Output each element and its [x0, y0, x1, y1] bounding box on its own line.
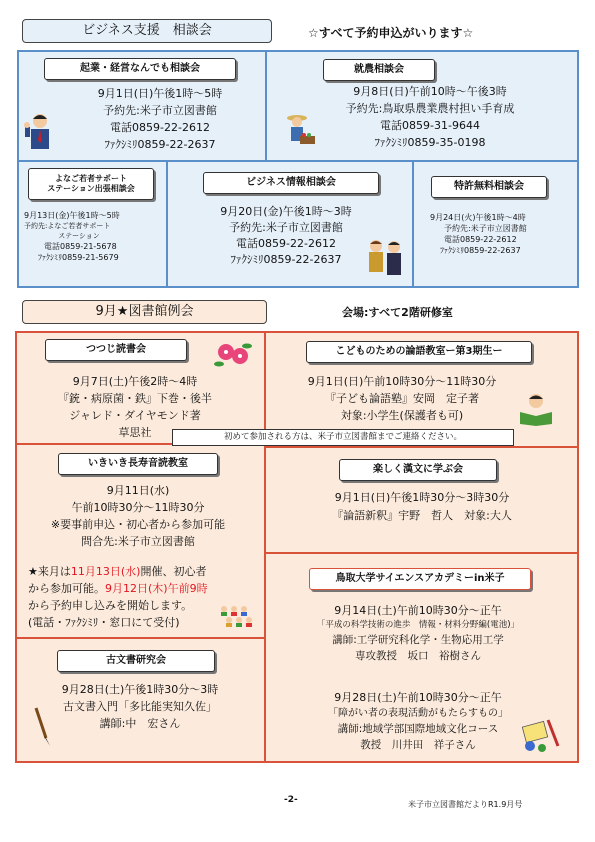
divider [412, 160, 414, 288]
youth-title: よなご若者サポート ステーション出張相談会 [28, 168, 154, 200]
kanbun-details: 9月1日(日)午後1時30分～3時30分 『論語新釈』宇野 哲人 対象:大人 [332, 491, 512, 522]
ikiiki-next-month: ★来月は11月13日(水)開催、初心者 から参加可能。9月12日(木)午前9時 から予約申し込みを開始します。 (電話・ﾌｧｸｼﾐﾘ・窓口にて受付) [28, 565, 208, 629]
audience-illustration [218, 604, 258, 630]
science-title: 鳥取大学サイエンスアカデミーin米子 [309, 568, 531, 590]
ikiiki-title: いきいき長寿音読教室 [58, 453, 218, 475]
komonjo-title: 古文書研究会 [57, 650, 215, 672]
science-session-2: 9月28日(土)午前10時30分～正午 「障がい者の表現活動がもたらすもの」 講師:地域学部国際地域文化コース 教授 川井田 祥子さん [328, 691, 508, 751]
agri-title: 就農相談会 [323, 59, 435, 81]
consult-title: 起業・経営なんでも相談会 [44, 58, 236, 80]
youth-details: 9月13日(金)午後1時～5時 予約先:よなご若者サポート ステーション 電話0859-21-5678 ﾌｧｸｼﾐﾘ0859-21-5679 [24, 211, 120, 262]
divider [166, 160, 168, 288]
library-header: 9月★図書館例会 [22, 300, 267, 324]
patent-details: 9月24日(火)午後1時～4時 予約先:米子市立図書館 電話0859-22-2612 ﾌｧｸｼﾐﾘ0859-22-2637 [430, 213, 527, 255]
farmer-illustration [282, 112, 318, 150]
agri-details: 9月8日(日)午前10時～午後3時 予約先:鳥取県農業農村担い手育成 電話0859-31-9644 ﾌｧｸｼﾐﾘ0859-35-0198 [345, 85, 515, 149]
first-time-notice: 初めて参加される方は、米子市立図書館までご連絡ください。 [172, 429, 514, 446]
divider [15, 637, 265, 639]
azalea-flower-illustration [214, 340, 254, 370]
ikiiki-details: 9月11日(水) 午前10時30分～11時30分 ※要事前申込・初心者から参加可能 問合先:米子市立図書館 [50, 484, 226, 548]
child-reading-illustration [516, 392, 556, 426]
tsutsuji-title: つつじ読書会 [45, 339, 187, 361]
rongo-kids-details: 9月1日(日)午前10時30分～11時30分 『子ども論語塾』安岡 定子著 対象:小学生(保護者も可) [307, 375, 497, 422]
science-session-1: 9月14日(土)午前10時30分～正午 「平成の科学技術の進歩 情報・材料分野編(電池)」 講師:工学研究科化学・生物応用工学 専攻教授 坂口 裕樹さん [316, 604, 520, 662]
reservation-note: ☆すべて予約申込がいります☆ [308, 26, 474, 40]
divider [265, 50, 267, 162]
rongo-kids-title: こどものための論語教室ー第3期生ー [306, 341, 532, 363]
tsutsuji-details: 9月7日(土)午後2時～4時 『銃・病原菌・鉄』下巻・後半 ジャレド・ダイヤモンド著 草思社 [58, 375, 212, 439]
divider [265, 446, 579, 448]
kanbun-title: 楽しく漢文に学ぶ会 [339, 459, 497, 481]
divider [265, 552, 579, 554]
consult-details: 9月1日(日)午後1時～5時 予約先:米子市立図書館 電話0859-22-2612 ﾌｧｸｼﾐﾘ0859-22-2637 [97, 87, 223, 151]
meeting-people-illustration [362, 238, 408, 280]
businessman-illustration [22, 112, 58, 152]
info-title: ビジネス情報相談会 [203, 172, 379, 194]
patent-title: 特許無料相談会 [431, 176, 547, 198]
venue-note: 会場:すべて2階研修室 [342, 306, 453, 319]
business-header: ビジネス支援 相談会 [22, 19, 272, 43]
divider [264, 331, 266, 763]
issue-label: 米子市立図書館だよりR1.9月号 [408, 800, 523, 809]
brush-illustration [32, 706, 54, 748]
komonjo-details: 9月28日(土)午後1時30分～3時 古文書入門「多比能実知久佐」 講師:中 宏さん [61, 683, 219, 730]
info-details: 9月20日(金)午後1時～3時 予約先:米子市立図書館 電話0859-22-2612 ﾌｧｸｼﾐﾘ0859-22-2637 [220, 205, 352, 266]
divider [17, 160, 579, 162]
art-tools-illustration [518, 716, 562, 754]
page-number: -2- [284, 795, 298, 805]
